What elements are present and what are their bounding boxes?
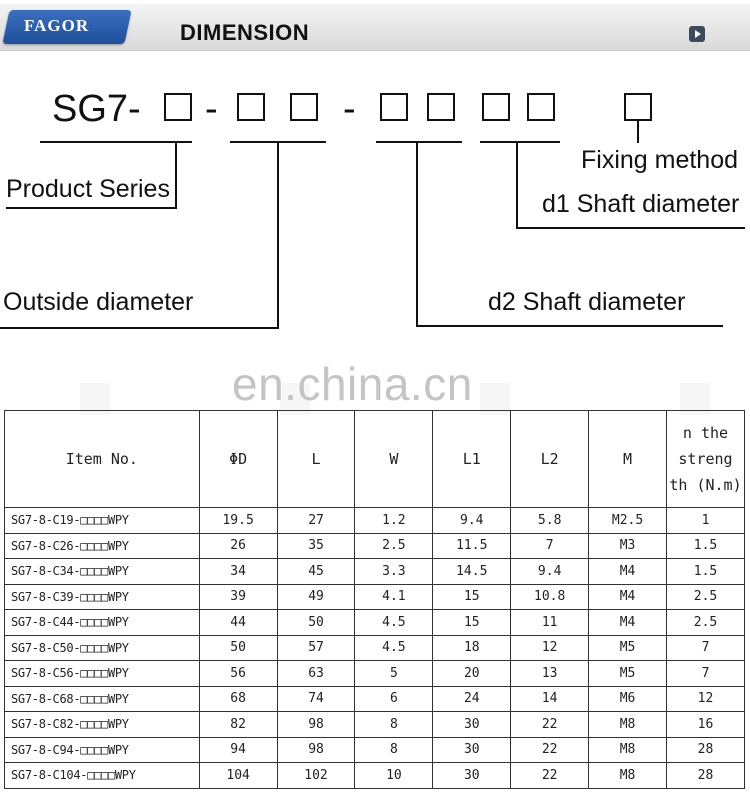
cell-l: 50 [277, 610, 355, 636]
cell-od: 94 [199, 737, 277, 763]
cell-item-no: SG7-8-C56-□□□□WPY [5, 661, 200, 687]
cell-strength: 28 [667, 737, 745, 763]
header-w: W [355, 411, 433, 508]
code-box-od-2 [290, 93, 318, 121]
cell-l2: 5.8 [511, 508, 589, 534]
cell-m: M6 [589, 686, 667, 712]
cell-w: 6 [355, 686, 433, 712]
label-d2-shaft-diameter: d2 Shaft diameter [488, 288, 686, 316]
cell-strength: 2.5 [667, 610, 745, 636]
table-row [5, 686, 745, 712]
cell-item-no: SG7-8-C19-□□□□WPY [5, 508, 200, 534]
cell-m: M5 [589, 661, 667, 687]
cell-l2: 22 [511, 737, 589, 763]
cell-strength: 28 [667, 763, 745, 789]
cell-m: M5 [589, 635, 667, 661]
table-header-row [5, 411, 745, 508]
leader-od-h [0, 327, 279, 329]
cell-l1: 15 [433, 584, 511, 610]
cell-l2: 9.4 [511, 559, 589, 585]
cell-w: 4.1 [355, 584, 433, 610]
leader-fixing-v [637, 121, 639, 143]
code-box-d1-1 [482, 93, 510, 121]
table-row [5, 712, 745, 738]
cell-l2: 14 [511, 686, 589, 712]
cell-w: 2.5 [355, 533, 433, 559]
header-od: ΦD [199, 411, 277, 508]
code-box-d2-2 [427, 93, 455, 121]
header-l: L [277, 411, 355, 508]
cell-l: 57 [277, 635, 355, 661]
cell-od: 44 [199, 610, 277, 636]
cell-l2: 12 [511, 635, 589, 661]
cell-item-no: SG7-8-C104-□□□□WPY [5, 763, 200, 789]
cell-item-no: SG7-8-C94-□□□□WPY [5, 737, 200, 763]
cell-item-no: SG7-8-C82-□□□□WPY [5, 712, 200, 738]
leader-d1-v [516, 141, 518, 229]
cell-l2: 22 [511, 763, 589, 789]
cell-m: M4 [589, 610, 667, 636]
cell-l1: 30 [433, 763, 511, 789]
cell-m: M4 [589, 559, 667, 585]
cell-item-no: SG7-8-C39-□□□□WPY [5, 584, 200, 610]
code-box-fixing [624, 93, 652, 121]
table-row [5, 763, 745, 789]
underline-d2 [376, 141, 462, 143]
cell-m: M8 [589, 737, 667, 763]
cell-strength: 7 [667, 661, 745, 687]
cell-w: 8 [355, 712, 433, 738]
cell-l1: 15 [433, 610, 511, 636]
cell-l2: 11 [511, 610, 589, 636]
cell-l: 35 [277, 533, 355, 559]
code-dash-2: - [343, 88, 356, 130]
dimension-table [4, 410, 745, 789]
watermark-text: en.china.cn [232, 358, 473, 410]
header-bar [0, 4, 750, 51]
cell-od: 26 [199, 533, 277, 559]
cell-m: M8 [589, 763, 667, 789]
cell-l: 74 [277, 686, 355, 712]
cell-w: 8 [355, 737, 433, 763]
cell-l1: 20 [433, 661, 511, 687]
cell-od: 34 [199, 559, 277, 585]
table-row [5, 559, 745, 585]
cell-item-no: SG7-8-C34-□□□□WPY [5, 559, 200, 585]
cell-l: 45 [277, 559, 355, 585]
cell-l2: 22 [511, 712, 589, 738]
table-row [5, 508, 745, 534]
header-l2: L2 [511, 411, 589, 508]
code-dash-1: - [205, 88, 218, 130]
cell-item-no: SG7-8-C26-□□□□WPY [5, 533, 200, 559]
code-box-d2-1 [380, 93, 408, 121]
cell-l1: 14.5 [433, 559, 511, 585]
cell-l1: 9.4 [433, 508, 511, 534]
cell-od: 68 [199, 686, 277, 712]
cell-od: 39 [199, 584, 277, 610]
cell-m: M3 [589, 533, 667, 559]
cell-od: 19.5 [199, 508, 277, 534]
play-icon[interactable] [689, 26, 705, 42]
cell-w: 1.2 [355, 508, 433, 534]
cell-od: 50 [199, 635, 277, 661]
cell-od: 82 [199, 712, 277, 738]
label-d1-shaft-diameter: d1 Shaft diameter [542, 190, 740, 218]
cell-l1: 18 [433, 635, 511, 661]
table-row [5, 737, 745, 763]
cell-l2: 7 [511, 533, 589, 559]
cell-w: 5 [355, 661, 433, 687]
cell-l2: 13 [511, 661, 589, 687]
cell-l1: 30 [433, 737, 511, 763]
cell-strength: 1.5 [667, 533, 745, 559]
leader-od-v [277, 141, 279, 329]
cell-l: 98 [277, 712, 355, 738]
cell-strength: 2.5 [667, 584, 745, 610]
table-row [5, 533, 745, 559]
cell-strength: 1 [667, 508, 745, 534]
cell-od: 56 [199, 661, 277, 687]
cell-strength: 1.5 [667, 559, 745, 585]
cell-item-no: SG7-8-C44-□□□□WPY [5, 610, 200, 636]
table-row [5, 610, 745, 636]
label-fixing-method: Fixing method [581, 146, 739, 174]
cell-l: 63 [277, 661, 355, 687]
header-item-no: Item No. [5, 411, 200, 508]
cell-m: M4 [589, 584, 667, 610]
underline-d1 [480, 141, 560, 143]
cell-l: 27 [277, 508, 355, 534]
leader-series-v [175, 141, 177, 209]
label-outside-diameter: Outside diameter [3, 288, 194, 316]
code-box-od-1 [237, 93, 265, 121]
cell-m: M8 [589, 712, 667, 738]
code-box-series [164, 93, 192, 121]
header-strength: n the streng th (N.m) [667, 411, 745, 508]
cell-l: 98 [277, 737, 355, 763]
leader-series-h [6, 207, 177, 209]
cell-l2: 10.8 [511, 584, 589, 610]
cell-m: M2.5 [589, 508, 667, 534]
table-row [5, 584, 745, 610]
cell-strength: 7 [667, 635, 745, 661]
table-row [5, 635, 745, 661]
cell-w: 3.3 [355, 559, 433, 585]
header-l1: L1 [433, 411, 511, 508]
cell-od: 104 [199, 763, 277, 789]
leader-d1-h [516, 227, 745, 229]
cell-item-no: SG7-8-C50-□□□□WPY [5, 635, 200, 661]
code-prefix: SG7- [52, 88, 141, 130]
cell-w: 10 [355, 763, 433, 789]
cell-l: 102 [277, 763, 355, 789]
cell-l: 49 [277, 584, 355, 610]
header-m: M [589, 411, 667, 508]
page-title: DIMENSION [180, 20, 310, 45]
leader-d2-h [416, 325, 723, 327]
label-product-series: Product Series [6, 175, 170, 203]
code-box-d1-2 [527, 93, 555, 121]
cell-l1: 11.5 [433, 533, 511, 559]
cell-item-no: SG7-8-C68-□□□□WPY [5, 686, 200, 712]
cell-strength: 12 [667, 686, 745, 712]
leader-d2-v [416, 141, 418, 327]
underline-series [40, 141, 192, 143]
logo-text: FAGOR [24, 16, 90, 35]
table-row [5, 661, 745, 687]
cell-strength: 16 [667, 712, 745, 738]
cell-w: 4.5 [355, 610, 433, 636]
cell-w: 4.5 [355, 635, 433, 661]
cell-l1: 24 [433, 686, 511, 712]
cell-l1: 30 [433, 712, 511, 738]
